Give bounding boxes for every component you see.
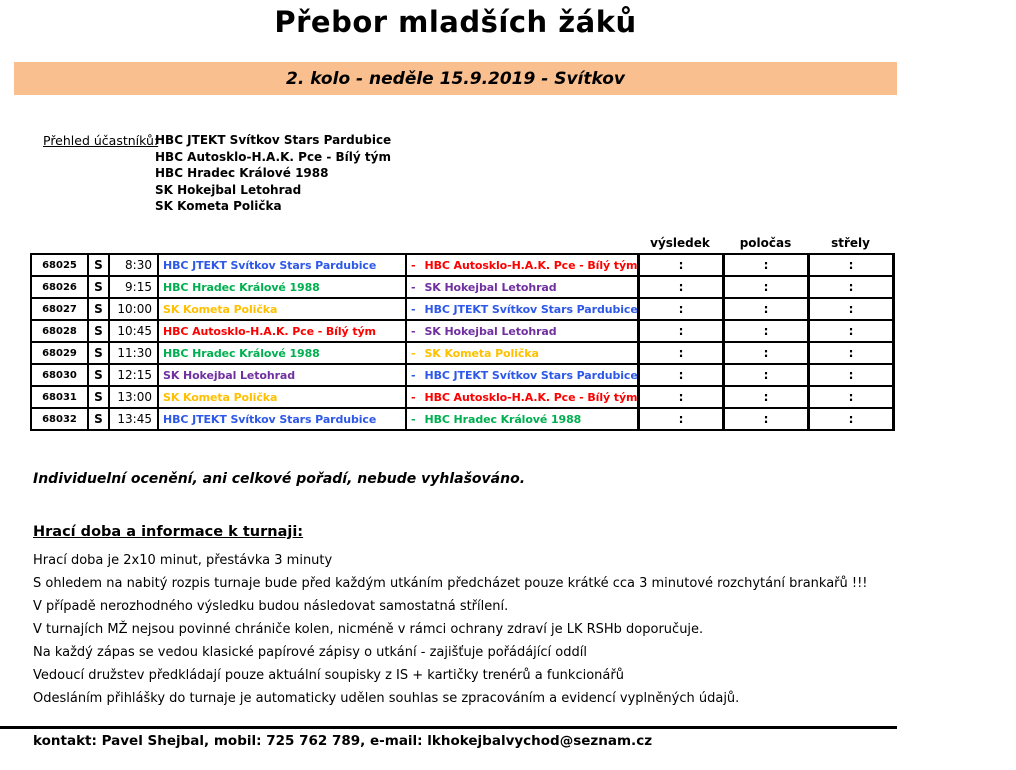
match-row xyxy=(31,298,639,320)
halftime-cell: : xyxy=(724,342,809,364)
info-heading: Hrací doba a informace k turnaji: xyxy=(33,524,304,540)
halftime-cell: : xyxy=(724,276,809,298)
footer-divider xyxy=(0,726,897,729)
result-row xyxy=(639,386,894,408)
halftime-cell: : xyxy=(724,408,809,430)
match-number: 68027 xyxy=(31,298,88,320)
versus-dash: - xyxy=(411,412,416,426)
match-time: 11:30 xyxy=(109,342,158,364)
match-away-cell xyxy=(406,254,639,276)
match-schedule-table xyxy=(30,253,640,431)
match-row xyxy=(31,386,639,408)
result-row xyxy=(639,276,894,298)
match-away-cell xyxy=(406,298,639,320)
versus-dash: - xyxy=(411,302,416,316)
match-day-code: S xyxy=(88,342,109,364)
match-away-cell xyxy=(406,386,639,408)
match-home-team: SK Hokejbal Letohrad xyxy=(158,364,406,386)
info-lines xyxy=(33,549,1008,710)
award-note: Individuelní ocenění, ani celkové pořadí, nebude vyhlašováno. xyxy=(33,471,526,487)
match-day-code: S xyxy=(88,320,109,342)
participant-team: SK Hokejbal Letohrad xyxy=(155,182,302,197)
match-day-code: S xyxy=(88,364,109,386)
info-line: Odesláním přihlášky do turnaje je automaticky udělen souhlas se zpracováním a evidencí vyplněných údajů. xyxy=(33,691,740,706)
match-row xyxy=(31,276,639,298)
participant-team: HBC Autosklo-H.A.K. Pce - Bílý tým xyxy=(155,149,391,164)
match-time: 10:00 xyxy=(109,298,158,320)
match-day-code: S xyxy=(88,298,109,320)
shots-cell: : xyxy=(809,408,894,430)
match-away-team: SK Hokejbal Letohrad xyxy=(424,324,557,338)
shots-cell: : xyxy=(809,342,894,364)
match-away-team: SK Kometa Polička xyxy=(424,346,539,360)
match-away-team: HBC JTEKT Svítkov Stars Pardubice xyxy=(424,302,638,316)
column-header-halftime: poločas xyxy=(739,236,792,250)
versus-dash: - xyxy=(411,368,416,382)
match-row xyxy=(31,364,639,386)
result-row xyxy=(639,364,894,386)
info-line: Na každý zápas se vedou klasické papírové zápisy o utkání - zajišťuje pořádájící oddíl xyxy=(33,645,587,660)
match-time: 10:45 xyxy=(109,320,158,342)
match-home-team: HBC Autosklo-H.A.K. Pce - Bílý tým xyxy=(158,320,406,342)
round-banner xyxy=(14,62,897,95)
info-line: Vedoucí družstev předkládají pouze aktuální soupisky z IS + kartičky trenérů a funkcionářů xyxy=(33,668,624,683)
shots-cell: : xyxy=(809,298,894,320)
match-home-team: HBC Hradec Králové 1988 xyxy=(158,276,406,298)
participant-team: HBC Hradec Králové 1988 xyxy=(155,166,329,180)
footer-contact: kontakt: Pavel Shejbal, mobil: 725 762 789, e-mail: lkhokejbalvychod@seznam.cz xyxy=(33,733,653,749)
info-line: V turnajích MŽ nejsou povinné chrániče kolen, nicméně v rámci ochrany zdraví je LK RSHb doporučuje. xyxy=(33,622,704,637)
result-row xyxy=(639,408,894,430)
column-header-result: výsledek xyxy=(650,236,710,250)
match-home-team: SK Kometa Polička xyxy=(158,386,406,408)
halftime-cell: : xyxy=(724,298,809,320)
info-line: S ohledem na nabitý rozpis turnaje bude před každým utkáním předcházet pouze krátké cca 3 minutové rozchytání brankařů !!! xyxy=(33,576,868,591)
halftime-cell: : xyxy=(724,386,809,408)
shots-cell: : xyxy=(809,386,894,408)
versus-dash: - xyxy=(411,390,416,404)
participants-list xyxy=(155,132,391,215)
page-title: Přebor mladších žáků xyxy=(274,5,637,39)
match-number: 68031 xyxy=(31,386,88,408)
result-cell: : xyxy=(639,254,724,276)
versus-dash: - xyxy=(411,258,416,272)
match-time: 8:30 xyxy=(109,254,158,276)
match-time: 13:45 xyxy=(109,408,158,430)
match-number: 68029 xyxy=(31,342,88,364)
match-time: 9:15 xyxy=(109,276,158,298)
match-away-team: HBC Autosklo-H.A.K. Pce - Bílý tým xyxy=(424,258,638,272)
result-row xyxy=(639,342,894,364)
match-home-team: HBC JTEKT Svítkov Stars Pardubice xyxy=(158,254,406,276)
shots-cell: : xyxy=(809,276,894,298)
match-row xyxy=(31,320,639,342)
round-banner-text: 2. kolo - neděle 15.9.2019 - Svítkov xyxy=(286,68,625,89)
match-away-cell xyxy=(406,408,639,430)
match-time: 13:00 xyxy=(109,386,158,408)
result-cell: : xyxy=(639,408,724,430)
match-row xyxy=(31,254,639,276)
result-row xyxy=(639,298,894,320)
halftime-cell: : xyxy=(724,364,809,386)
match-away-team: HBC JTEKT Svítkov Stars Pardubice xyxy=(424,368,638,382)
match-day-code: S xyxy=(88,386,109,408)
result-cell: : xyxy=(639,364,724,386)
match-away-cell xyxy=(406,342,639,364)
result-cell: : xyxy=(639,320,724,342)
match-number: 68032 xyxy=(31,408,88,430)
match-away-cell xyxy=(406,364,639,386)
halftime-cell: : xyxy=(724,254,809,276)
column-header-shots: střely xyxy=(831,236,870,250)
result-cell: : xyxy=(639,386,724,408)
result-cell: : xyxy=(639,342,724,364)
match-home-team: SK Kometa Polička xyxy=(158,298,406,320)
match-day-code: S xyxy=(88,408,109,430)
match-row xyxy=(31,342,639,364)
versus-dash: - xyxy=(411,280,416,294)
match-away-cell xyxy=(406,320,639,342)
match-away-team: SK Hokejbal Letohrad xyxy=(424,280,557,294)
match-away-team: HBC Hradec Králové 1988 xyxy=(424,412,582,426)
result-cell: : xyxy=(639,276,724,298)
match-day-code: S xyxy=(88,276,109,298)
match-away-cell xyxy=(406,276,639,298)
shots-cell: : xyxy=(809,364,894,386)
result-row xyxy=(639,320,894,342)
match-row xyxy=(31,408,639,430)
result-cell: : xyxy=(639,298,724,320)
result-row xyxy=(639,254,894,276)
match-home-team: HBC JTEKT Svítkov Stars Pardubice xyxy=(158,408,406,430)
halftime-cell: : xyxy=(724,320,809,342)
info-line: V případě nerozhodného výsledku budou následovat samostatná střílení. xyxy=(33,599,509,614)
match-number: 68025 xyxy=(31,254,88,276)
info-line: Hrací doba je 2x10 minut, přestávka 3 minuty xyxy=(33,553,333,568)
match-day-code: S xyxy=(88,254,109,276)
participants-label: Přehled účastníků: xyxy=(43,133,159,148)
shots-cell: : xyxy=(809,320,894,342)
match-number: 68030 xyxy=(31,364,88,386)
match-away-team: HBC Autosklo-H.A.K. Pce - Bílý tým xyxy=(424,390,638,404)
match-number: 68026 xyxy=(31,276,88,298)
match-time: 12:15 xyxy=(109,364,158,386)
match-number: 68028 xyxy=(31,320,88,342)
versus-dash: - xyxy=(411,346,416,360)
shots-cell: : xyxy=(809,254,894,276)
versus-dash: - xyxy=(411,324,416,338)
participant-team: HBC JTEKT Svítkov Stars Pardubice xyxy=(155,133,392,147)
results-table xyxy=(637,253,895,431)
participant-team: SK Kometa Polička xyxy=(155,199,282,213)
match-home-team: HBC Hradec Králové 1988 xyxy=(158,342,406,364)
